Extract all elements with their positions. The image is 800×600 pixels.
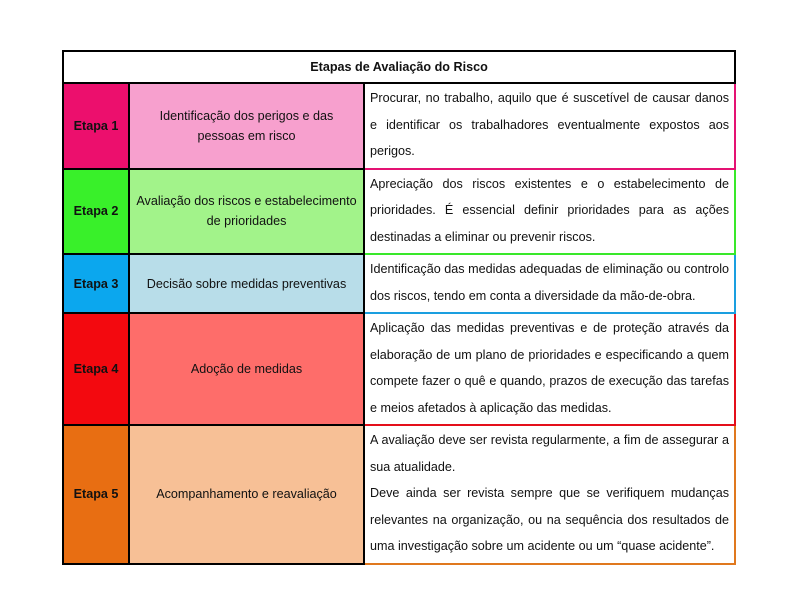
stage-description (364, 169, 735, 255)
stage-description (364, 83, 735, 169)
stage-description (364, 254, 735, 313)
stage-name: Identificação dos perigos e das pessoas em risco (129, 83, 364, 169)
description-paragraph: Procurar, no trabalho, aquilo que é suscetível de causar danos e identificar os trabalhadores eventualmente expostos aos perigos. (370, 91, 730, 158)
table-row (63, 425, 735, 564)
stage-label: Etapa 5 (63, 425, 129, 564)
stage-name: Acompanhamento e reavaliação (129, 425, 364, 564)
description-paragraph: A avaliação deve ser revista regularmente, a fim de assegurar a sua atualidade. (370, 433, 730, 474)
description-paragraph: Deve ainda ser revista sempre que se verifiquem mudanças relevantes na organização, ou na sequência dos resultados de uma investigação sobre um acidente ou um “quase acidente”. (370, 486, 730, 553)
table-row (63, 254, 735, 313)
stage-label: Etapa 2 (63, 169, 129, 255)
stage-name: Adoção de medidas (129, 313, 364, 425)
description-paragraph: Apreciação dos riscos existentes e o estabelecimento de prioridades. É essencial definir prioridades para as ações destinadas a eliminar ou prevenir riscos. (370, 176, 730, 244)
stage-label: Etapa 3 (63, 254, 129, 313)
table-row (63, 83, 735, 169)
stage-name: Avaliação dos riscos e estabelecimento de prioridades (129, 169, 364, 255)
risk-assessment-table (62, 50, 736, 565)
stage-label: Etapa 1 (63, 83, 129, 169)
description-paragraph: Aplicação das medidas preventivas e de proteção através da elaboração de um plano de prioridades e especificando a quem compete fazer o quê e quando, prazos de execução das tarefas e meios afetados à aplicação das medidas. (370, 321, 730, 415)
stage-label: Etapa 4 (63, 313, 129, 425)
stage-description (364, 425, 735, 564)
table-row (63, 313, 735, 425)
table-title: Etapas de Avaliação do Risco (63, 51, 735, 83)
table-title-row (63, 51, 735, 83)
stage-description (364, 313, 735, 425)
table-row (63, 169, 735, 255)
description-paragraph: Identificação das medidas adequadas de eliminação ou controlo dos riscos, tendo em conta a diversidade da mão-de-obra. (370, 262, 730, 303)
stage-name: Decisão sobre medidas preventivas (129, 254, 364, 313)
